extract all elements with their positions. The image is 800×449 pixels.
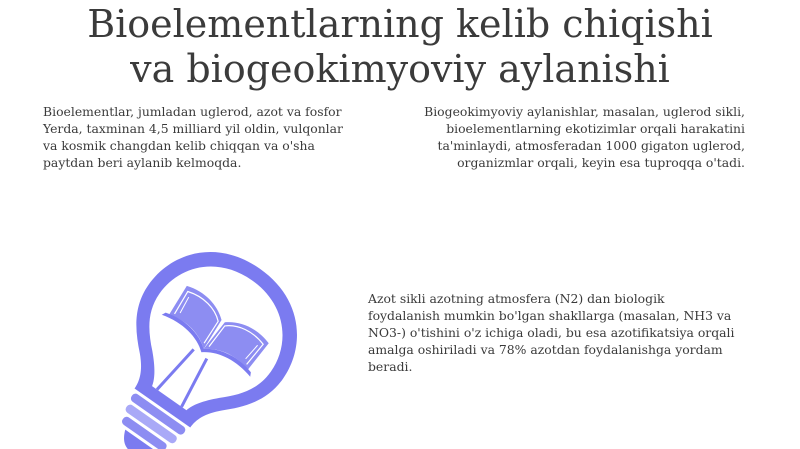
biogeochemical-cycles-paragraph: Biogeokimyoviy aylanishlar, masalan, uglerod sikli, bioelementlarning ekotizimlar orqali harakatini ta'minlaydi, atmosferadan 1000 gigaton uglerod, organizmlar orqali, keyin esa tuproqqa o'tadi. (424, 104, 745, 170)
lightbulb-book-icon (100, 245, 320, 449)
book-icon (157, 281, 273, 383)
title-line-1: Bioelementlarning kelib chiqishi (87, 2, 713, 46)
bioelements-origin-paragraph: Bioelementlar, jumladan uglerod, azot va fosfor Yerda, taxminan 4,5 milliard yil oldin, vulqonlar va kosmik changdan kelib chiqqan va o'sha paytdan beri aylanib kelmoqda. (43, 104, 343, 170)
page-title (0, 2, 800, 92)
title-line-2: va biogeokimyoviy aylanishi (130, 47, 670, 91)
nitrogen-cycle-paragraph: Azot sikli azotning atmosfera (N2) dan biologik foydalanish mumkin bo'lgan shakllarga (masalan, NH3 va NO3-) o'tishini o'z ichiga oladi, bu esa azotifikatsiya orqali amalga oshiriladi va 78% azotdan foydalanishga yordam beradi. (368, 291, 735, 374)
